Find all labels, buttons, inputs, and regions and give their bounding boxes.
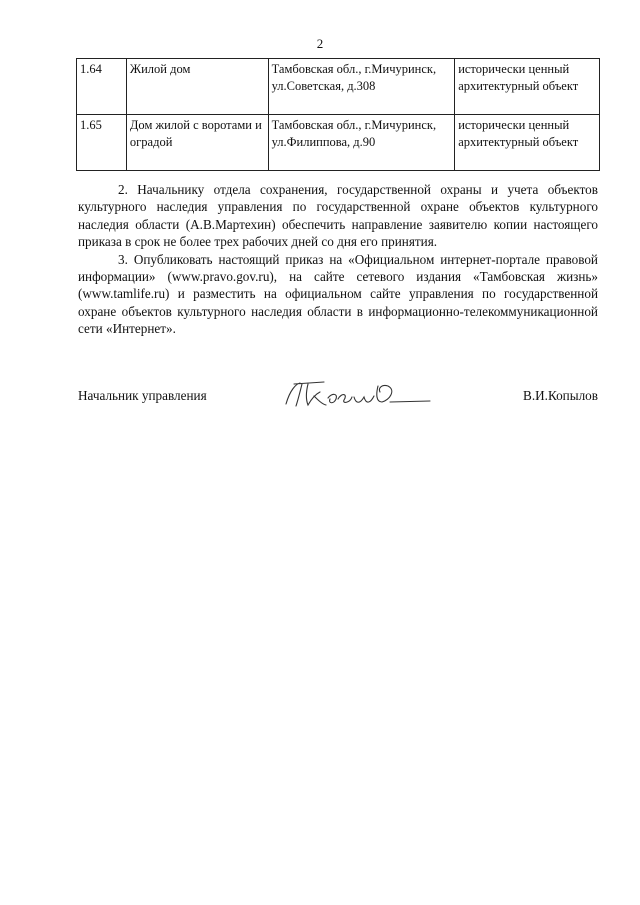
table-row bbox=[77, 59, 600, 115]
object-name: Дом жилой с воротами и оградой bbox=[126, 115, 268, 171]
signer-title: Начальник управления bbox=[78, 388, 207, 403]
paragraph-2: 2. Начальнику отдела сохранения, государственной охраны и учета объектов культурного наследия управления по государственной охране объектов культурного наследия области (А.В.Мартехин) обеспечить направление заявителю копии настоящего приказа в срок не более трех рабочих дней со дня его принятия. bbox=[78, 182, 598, 250]
object-category: исторически ценный архитектурный объект bbox=[455, 115, 600, 171]
page-number: 2 bbox=[316, 36, 324, 51]
handwritten-signature bbox=[278, 378, 448, 410]
object-address: Тамбовская обл., г.Мичуринск, ул.Филиппова, д.90 bbox=[268, 115, 455, 171]
table-row bbox=[77, 115, 600, 171]
object-category: исторически ценный архитектурный объект bbox=[455, 59, 600, 115]
paragraph-3: 3. Опубликовать настоящий приказ на «Официальном интернет-портале правовой информации» (www.pravo.gov.ru), на сайте сетевого издания «Тамбовская жизнь» (www.tamlife.ru) и разместить на официальном сайте управления по государственной охране объектов культурного наследия области в информационно-телекоммуникационной сети «Интернет». bbox=[78, 251, 598, 337]
heritage-objects-table bbox=[76, 58, 600, 171]
signature-block bbox=[78, 378, 598, 418]
signer-name: В.И.Копылов bbox=[523, 388, 598, 403]
row-number: 1.64 bbox=[77, 59, 127, 115]
object-address: Тамбовская обл., г.Мичуринск, ул.Советская, д.308 bbox=[268, 59, 455, 115]
object-name: Жилой дом bbox=[126, 59, 268, 115]
order-body bbox=[78, 181, 598, 338]
row-number: 1.65 bbox=[77, 115, 127, 171]
